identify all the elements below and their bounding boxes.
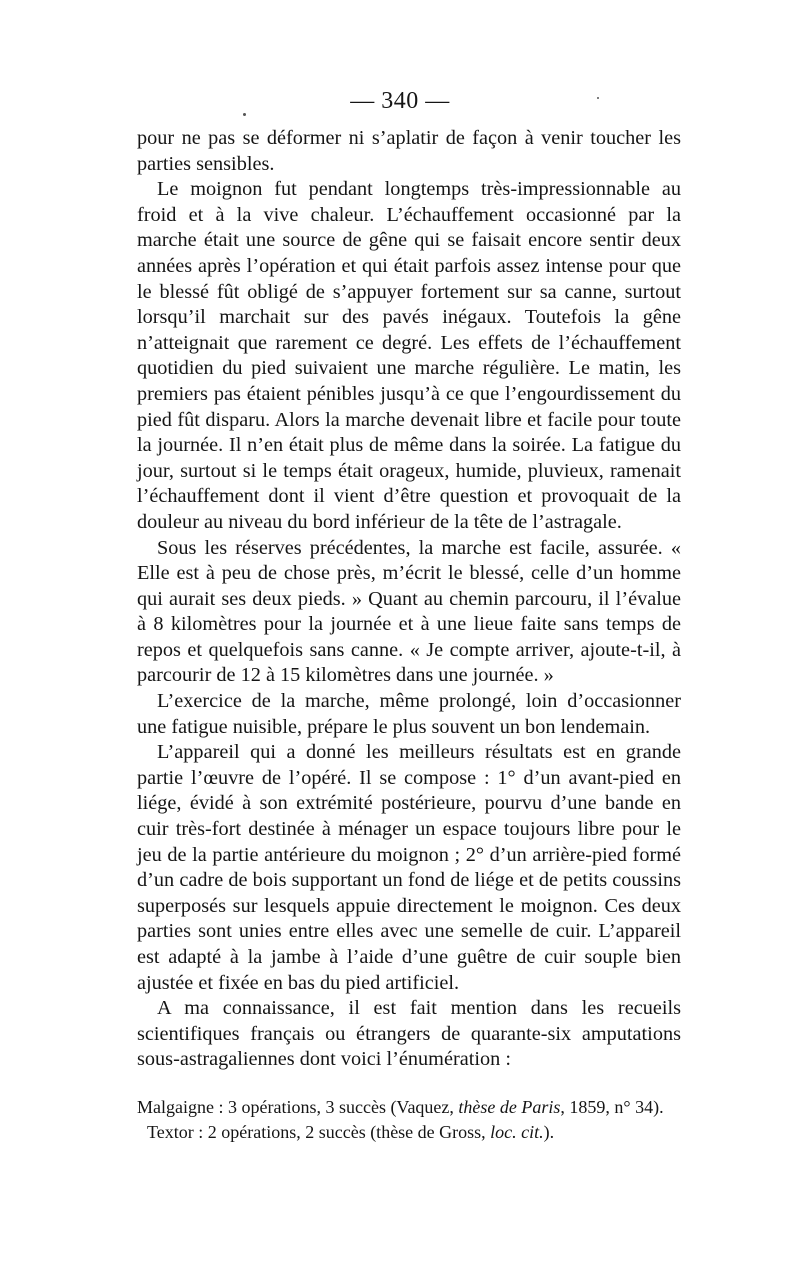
author-name: Textor: [147, 1122, 194, 1142]
note-text: : 2 opérations, 2 succès (thèse de Gross,: [193, 1122, 491, 1142]
note-italic: loc. cit.: [490, 1122, 544, 1142]
note-italic: thèse de Paris: [458, 1097, 561, 1117]
paragraph-stump-sensitivity: Le moignon fut pendant longtemps très-impressionnable au froid et à la vive chaleur. L’échauffement occasionné par la marche était une source de gêne qui se faisait encore sentir deux années après l’opération et qui était parfois assez intense pour que le blessé fût obligé de s’appuyer fortement sur sa canne, surtout lorsqu’il marchait sur des pavés inégaux. Toutefois la gêne n’atteignait que rarement ce degré. Les effets de l’échauffement quotidien du pied suivaient une marche régulière. Le matin, les premiers pas étaient pénibles jusqu’à ce que l’engourdissement du pied fût disparu. Alors la marche devenait libre et facile pour toute la journée. Il n’en était plus de même dans la soirée. La fatigue du jour, surtout si le temps était orageux, humide, pluvieux, ramenait l’échauffement dont il vient d’être question et provoquait de la douleur au niveau du bord inférieur de la tête de l’astragale.: [137, 178, 681, 533]
paragraph-continued: pour ne pas se déformer ni s’aplatir de façon à venir toucher les parties sensibles.: [137, 127, 681, 175]
author-name: Malgaigne: [137, 1097, 214, 1117]
paragraph-exercise: L’exercice de la marche, même prolongé, loin d’occasionner une fatigue nuisible, prépare le plus souvent un bon lendemain.: [137, 690, 681, 738]
paragraph-apparatus: L’appareil qui a donné les meilleurs résultats est en grande partie l’œuvre de l’opéré. Il se compose : 1° d’un avant-pied en liége, évidé à son extrémité postérieure, pourvu d’une bande en cuir très-fort destinée à ménager un espace toujours libre pour le jeu de la partie antérieure du moignon ; 2° d’un arrière-pied formé d’un cadre de bois supportant un fond de liége et de petits coussins superposés sur lesquels appuie directement le moignon. Ces deux parties sont unies entre elles avec une semelle de cuir. L’appareil est adapté à la jambe à l’aide d’une guêtre de cuir souple bien ajustée et fixée en bas du pied artificiel.: [137, 741, 681, 994]
paragraph-enumeration: A ma connaissance, il est fait mention dans les recueils scientifiques français ou étrangers de quarante-six amputations sous-astragaliennes dont voici l’énumération :: [137, 997, 681, 1071]
paragraph-walking: Sous les réserves précédentes, la marche est facile, assurée. « Elle est à peu de chose près, m’écrit le blessé, celle d’un homme qui aurait ses deux pieds. » Quant au chemin parcouru, il l’évalue à 8 kilomètres pour la journée et à une lieue faite sans temps de repos et quelquefois sans canne. « Je compte arriver, ajoute-t-il, à parcourir de 12 à 15 kilomètres dans une journée. »: [137, 536, 681, 687]
paper-speck: [597, 97, 599, 99]
note-tail: ).: [543, 1122, 555, 1142]
note-tail: , 1859, n° 34).: [560, 1097, 664, 1117]
body-text: [137, 126, 681, 1073]
list-item: [137, 1095, 697, 1120]
note-text: : 3 opérations, 3 succès (Vaquez,: [213, 1097, 459, 1117]
page-number: — 340 —: [350, 88, 450, 114]
paper-speck: [243, 113, 246, 116]
list-item: [137, 1120, 697, 1145]
enumeration-list: [137, 1095, 697, 1145]
